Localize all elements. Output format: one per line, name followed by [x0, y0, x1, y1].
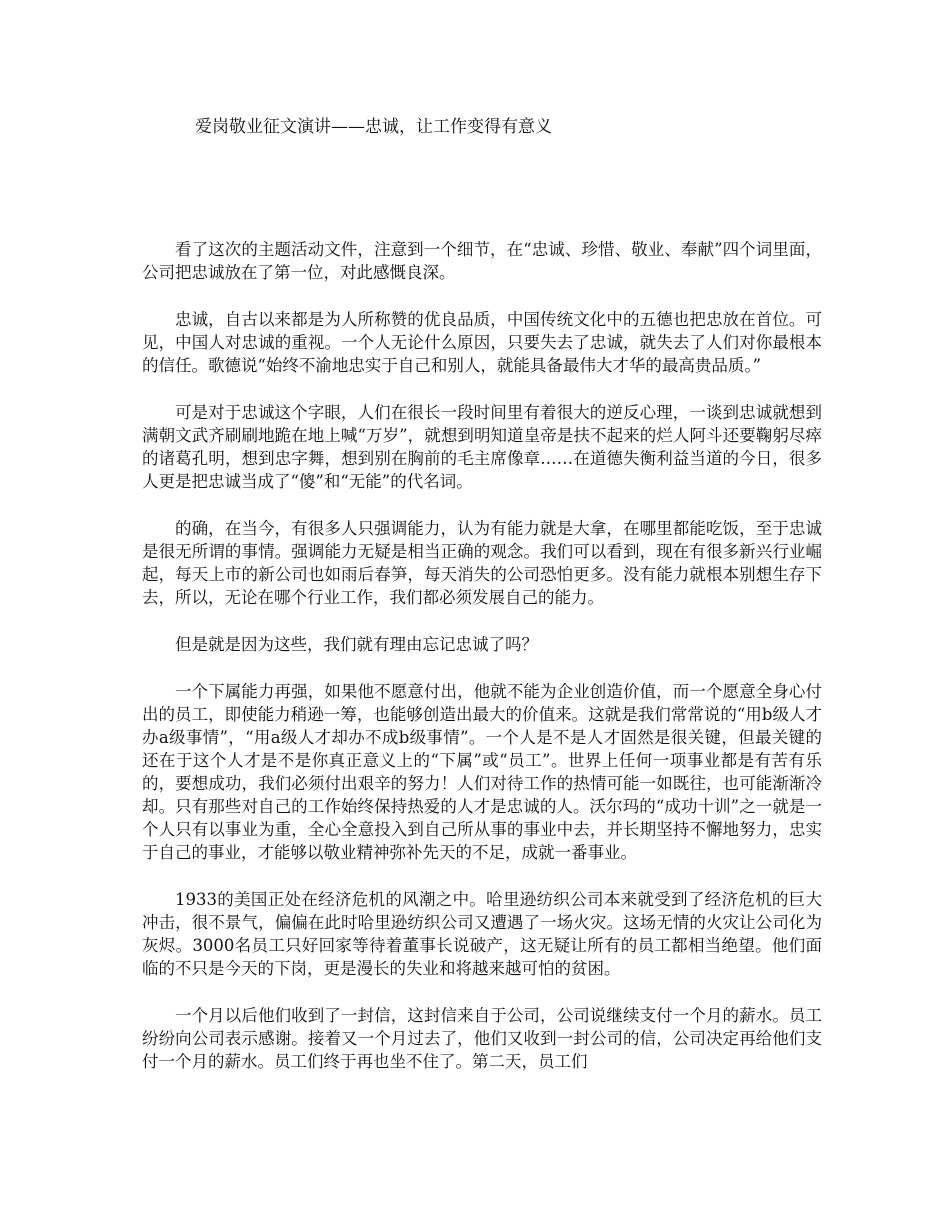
paragraph: 忠诚，自古以来都是为人所称赞的优良品质，中国传统文化中的五德也把忠放在首位。可见，中国人对忠诚的重视。一个人无论什么原因，只要失去了忠诚，就失去了人们对你最根本的信任。歌德说“始终不渝地忠实于自己和别人，就能具备最伟大才华的最高贵品质。” — [142, 310, 822, 375]
paragraph: 看了这次的主题活动文件，注意到一个细节，在“忠诚、珍惜、敬业、奉献”四个词里面，公司把忠诚放在了第一位，对此感慨良深。 — [142, 240, 822, 282]
paragraph: 1933的美国正处在经济危机的风潮之中。哈里逊纺织公司本来就受到了经济危机的巨大冲击，很不景气，偏偏在此时哈里逊纺织公司又遭遇了一场火灾。这场无情的火灾让公司化为灰烬。3000名员工只好回家等待着董事长说破产，这无疑让所有的员工都相当绝望。他们面临的不只是今天的下岗，更是漫长的失业和将越来越可怕的贫困。 — [142, 890, 822, 978]
paragraph: 的确，在当今，有很多人只强调能力，认为有能力就是大拿，在哪里都能吃饭，至于忠诚是很无所谓的事情。强调能力无疑是相当正确的观念。我们可以看到，现在有很多新兴行业崛起，每天上市的新公司也如雨后春笋，每天消失的公司恐怕更多。没有能力就根本别想生存下去，所以，无论在哪个行业工作，我们都必须发展自己的能力。 — [142, 519, 822, 607]
paragraph: 一个月以后他们收到了一封信，这封信来自于公司，公司说继续支付一个月的薪水。员工纷纷向公司表示感谢。接着又一个月过去了，他们又收到一封公司的信，公司决定再给他们支付一个月的薪水。员工们终于再也坐不住了。第二天，员工们 — [142, 1006, 822, 1071]
paragraph: 一个下属能力再强，如果他不愿意付出，他就不能为企业创造价值，而一个愿意全身心付出的员工，即使能力稍逊一筹，也能够创造出最大的价值来。这就是我们常常说的“用b级人才办a级事情”，“用a级人才却办不成b级事情”。一个人是不是人才固然是很关键，但最关键的还在于这个人才是不是你真正意义上的“下属”或“员工”。世界上任何一项事业都是有苦有乐的，要想成功，我们必须付出艰辛的努力！人们对待工作的热情可能一如既往，也可能渐渐冷却。只有那些对自己的工作始终保持热爱的人才是忠诚的人。沃尔玛的“成功十训”之一就是一个人只有以事业为重，全心全意投入到自己所从事的事业中去，并长期坚持不懈地努力，忠实于自己的事业，才能够以敬业精神弥补先天的不足，成就一番事业。 — [142, 682, 822, 862]
paragraph: 但是就是因为这些，我们就有理由忘记忠诚了吗？ — [175, 635, 538, 654]
document-body — [142, 238, 822, 1097]
paragraph: 可是对于忠诚这个字眼，人们在很长一段时间里有着很大的逆反心理，一谈到忠诚就想到满朝文武齐刷刷地跪在地上喊“万岁”，就想到明知道皇帝是扶不起来的烂人阿斗还要鞠躬尽瘁的诸葛孔明，想到忠字舞，想到别在胸前的毛主席像章……在道德失衡利益当道的今日，很多人更是把忠诚当成了“傻”和“无能”的代名词。 — [142, 403, 822, 491]
document-title: 爱岗敬业征文演讲——忠诚，让工作变得有意义 — [195, 117, 552, 137]
